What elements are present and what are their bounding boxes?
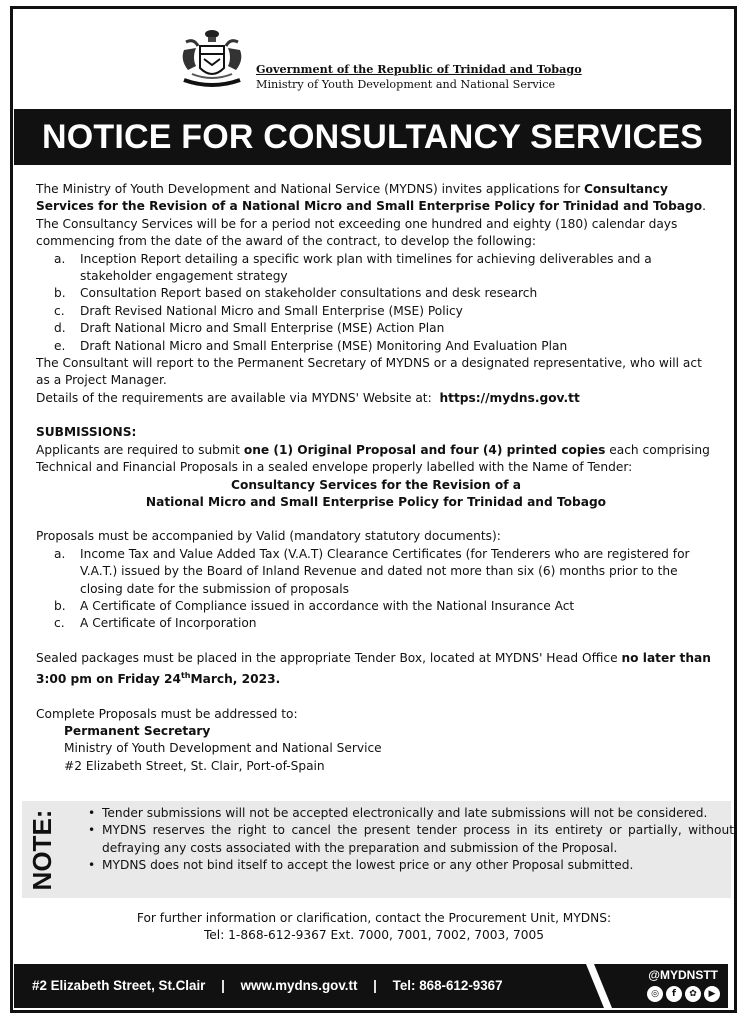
notice-body <box>36 181 716 775</box>
svg-text:NOTE:: NOTE: <box>27 809 57 891</box>
list-item: a. Inception Report detailing a specific work plan with timelines for achieving deliverables and a stakeholder engagement strategy <box>54 251 652 284</box>
footer-tel: Tel: 868-612-9367 <box>392 978 503 993</box>
twitter-icon[interactable]: ✿ <box>685 986 701 1002</box>
list-item: a. Income Tax and Value Added Tax (V.A.T) Clearance Certificates (for Tenderers who are registered for V.A.T.) issued by the Board of Inland Revenue and dated not more than six (6) months prior to the closing date for the submission of proposals <box>54 546 690 596</box>
deliverables-list <box>36 251 716 355</box>
note-item: • Tender submissions will not be accepted electronically and late submissions will not be considered. <box>88 805 734 822</box>
note-list <box>88 805 734 875</box>
report-to-paragraph: The Consultant will report to the Permanent Secretary of MYDNS or a designated representative, who will act as a Project Manager. <box>36 356 702 388</box>
address-org: Ministry of Youth Development and National Service <box>64 741 382 756</box>
address-intro: Complete Proposals must be addressed to: <box>36 706 298 721</box>
deadline-paragraph: Sealed packages must be placed in the appropriate Tender Box, located at MYDNS' Head Office no later than 3:00 pm on Friday 24thMarch, 2023. <box>36 650 711 687</box>
coat-of-arms-icon <box>178 28 246 94</box>
social-handle: @MYDNSTT <box>648 968 718 982</box>
consultancy-title: Consultancy Services for the Revision of a National Micro and Small Enterprise Policy for Trinidad and Tobago <box>36 182 703 214</box>
social-icons <box>647 986 720 1002</box>
list-item: d. Draft National Micro and Small Enterprise (MSE) Action Plan <box>54 321 445 336</box>
footer-website[interactable]: www.mydns.gov.tt <box>240 978 358 993</box>
facebook-icon[interactable]: f <box>666 986 682 1002</box>
note-item: • MYDNS reserves the right to cancel the present tender process in its entirety or partially, without defraying any costs associated with the preparation and submission of the Proposal. <box>88 822 734 857</box>
youtube-icon[interactable]: ▶ <box>704 986 720 1002</box>
footer-address: #2 Elizabeth Street, St.Clair <box>32 978 206 993</box>
list-item: b. A Certificate of Compliance issued in accordance with the National Insurance Act <box>54 598 575 613</box>
address-street: #2 Elizabeth Street, St. Clair, Port-of-Spain <box>64 758 325 773</box>
intro-text-cont: . The Consultancy Services will be for a period not exceeding one hundred and eighty (180) calendar days commencing from the date of the award of the contract, to develop the following: <box>36 199 706 249</box>
tender-name-line1: Consultancy Services for the Revision of a <box>231 477 521 492</box>
letterhead <box>178 28 582 98</box>
documents-list <box>36 546 716 633</box>
notice-title: NOTICE FOR CONSULTANCY SERVICES <box>14 109 731 165</box>
list-item: c. Draft Revised National Micro and Small Enterprise (MSE) Policy <box>54 303 463 318</box>
government-name: Government of the Republic of Trinidad and Tobago <box>256 62 582 76</box>
footer-contact: #2 Elizabeth Street, St.Clair | www.mydns.gov.tt | Tel: 868-612-9367 <box>32 978 503 993</box>
website-link[interactable]: https://mydns.gov.tt <box>439 390 580 405</box>
documents-intro: Proposals must be accompanied by Valid (mandatory statutory documents): <box>36 529 501 544</box>
list-item: e. Draft National Micro and Small Enterprise (MSE) Monitoring And Evaluation Plan <box>54 338 568 353</box>
contact-info <box>14 910 734 945</box>
note-label <box>26 805 58 895</box>
list-item: b. Consultation Report based on stakeholder consultations and desk research <box>54 286 538 301</box>
intro-text: The Ministry of Youth Development and National Service (MYDNS) invites applications for <box>36 182 584 196</box>
note-item: • MYDNS does not bind itself to accept the lowest price or any other Proposal submitted. <box>88 857 734 874</box>
submissions-paragraph: Applicants are required to submit one (1) Original Proposal and four (4) printed copies each comprising Technical and Financial Proposals in a sealed envelope properly labelled with the Name of Tender: <box>36 442 710 475</box>
address-title: Permanent Secretary <box>64 724 211 739</box>
contact-line1: For further information or clarification, contact the Procurement Unit, MYDNS: <box>136 911 612 925</box>
list-item: c. A Certificate of Incorporation <box>54 616 257 631</box>
ministry-name: Ministry of Youth Development and National Service <box>256 78 556 91</box>
intro-paragraph <box>36 181 716 251</box>
details-paragraph: Details of the requirements are available via MYDNS' Website at: https://mydns.gov.tt <box>36 390 580 405</box>
tender-name-line2: National Micro and Small Enterprise Policy for Trinidad and Tobago <box>145 494 607 509</box>
instagram-icon[interactable]: ◎ <box>647 986 663 1002</box>
submissions-heading: SUBMISSIONS: <box>36 425 137 440</box>
footer <box>14 964 728 1008</box>
contact-phone: Tel: 1-868-612-9367 Ext. 7000, 7001, 7002, 7003, 7005 <box>203 928 545 943</box>
note-box <box>22 801 734 898</box>
